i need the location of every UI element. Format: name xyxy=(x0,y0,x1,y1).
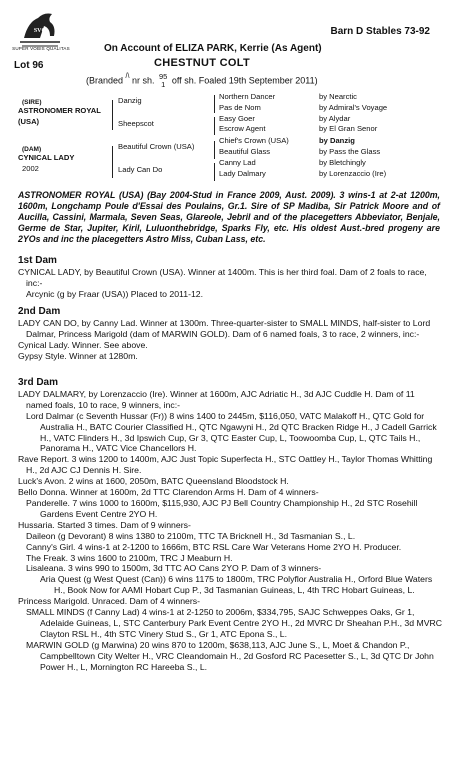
colour-sex: CHESTNUT COLT xyxy=(154,57,250,69)
gen2-3: Beautiful Crown (USA) xyxy=(118,142,195,151)
logo-motto: SUPER VOBIS QUALITAS xyxy=(12,46,70,51)
brand-top: 95 xyxy=(158,72,168,81)
second-dam-line: Cynical Lady. Winner. See above. xyxy=(18,339,148,350)
brand-line xyxy=(86,73,318,89)
gen3-sire: by Bletchingly xyxy=(319,157,366,167)
gen2-1: Danzig xyxy=(118,96,142,105)
brand-mid: nr sh. xyxy=(131,75,155,86)
third-dam-line: Rave Report. 3 wins 1200 to 1400m, AJC Just Topic Superfecta H., STC Oattley H., Taylor Thomas Whitting H., 2d AJC CJ Dennis H. Sire. xyxy=(18,454,433,476)
brand-bottom: 1 xyxy=(161,80,166,89)
second-dam-line: Gypsy Style. Winner at 1280m. xyxy=(18,350,138,361)
gen3-name: Beautiful Glass xyxy=(219,147,271,157)
third-dam-line: The Freak. 3 wins 1600 to 2100m, TRC J Meaburn H. xyxy=(26,552,233,563)
dam-bracket xyxy=(112,146,113,178)
gen3-name: Pas de Nom xyxy=(219,102,261,112)
dam-name: CYNICAL LADY xyxy=(18,153,75,162)
third-dam-line: Hussaria. Started 3 times. Dam of 9 winners- xyxy=(18,519,191,530)
gen3-sire: by Lorenzaccio (Ire) xyxy=(319,168,387,178)
gen3-name: Easy Goer xyxy=(219,113,255,123)
third-dam-line: Lord Dalmar (c Seventh Hussar (Fr)) 8 wins 1400 to 2445m, $116,050, VATC Malakoff H., QTC Gold for Australia H., BATC Courier Classified H., QTC Ngawyni H., 2d QTC Bracken Ridge H., J Cadell Garrick H., VATC Flinders H., 3d Ipswich Cup, Gr 3, QTC Easter Cup, L, Toowoomba Cup, L, QTC Tails H., Panorama H., VATC Vice Chancellors H. xyxy=(26,410,437,454)
sire-name: ASTRONOMER ROYAL xyxy=(18,106,101,115)
gen3-bracket-2 xyxy=(214,117,215,135)
gen3-bracket-3 xyxy=(214,141,215,159)
gen3-name: Canny Lad xyxy=(219,157,256,167)
third-dam-section xyxy=(18,378,443,672)
first-dam-section xyxy=(18,256,443,300)
third-dam-line: MARWIN GOLD (g Marwina) 20 wins 870 to 1200m, $638,113, AJC June S., L, Moet & Chandon P., Campbelltown City Welter H., VRC Cleandomain H., 2d Gosford RC Pacesetter S., L, 3d QTC Dr John Power H., L, Mornington RC Hareeba S., L. xyxy=(26,639,434,672)
third-dam-line: Luck's Avon. 2 wins at 1600, 2050m, BATC Queensland Bloodstock H. xyxy=(18,476,289,487)
gen3-bracket-1 xyxy=(214,95,215,113)
brand-mark: /\ xyxy=(125,73,130,80)
third-dam-line: Princess Marigold. Unraced. Dam of 4 winners- xyxy=(18,596,201,607)
second-dam-line: LADY CAN DO, by Canny Lad. Winner at 1300m. Three-quarter-sister to SMALL MINDS, half-sister to Lord Dalmar, Princess Marigold (dam of MARWIN GOLD). Dam of 6 named foals, 3 to race, 2 winners, inc:- xyxy=(18,317,431,339)
barn-location: Barn D Stables 73-92 xyxy=(330,26,430,37)
first-dam-line: CYNICAL LADY, by Beautiful Crown (USA). Winner at 1400m. This is her third foal. Dam of 2 foals to race, inc:- xyxy=(18,266,427,288)
pedigree-chart xyxy=(0,92,454,188)
gen3-name: Escrow Agent xyxy=(219,124,266,134)
third-dam-line: Daileon (g Devorant) 8 wins 1380 to 2100m, TTC TA Bricknell H., 3d Tasmanian S., L. xyxy=(26,530,356,541)
vendor-account: On Account of ELIZA PARK, Kerrie (As Agent) xyxy=(104,43,322,54)
gen3-list xyxy=(219,92,439,180)
gen3-sire: by Nearctic xyxy=(319,92,357,101)
gen3-bracket-4 xyxy=(214,163,215,181)
gen3-name: Chief's Crown (USA) xyxy=(219,136,289,146)
brand-fraction xyxy=(159,73,167,89)
gen3-sire: by Alydar xyxy=(319,113,351,123)
gen3-name: Northern Dancer xyxy=(219,92,276,101)
gen3-sire: by El Gran Senor xyxy=(319,124,378,134)
third-dam-line: Lisaleana. 3 wins 990 to 1500m, 3d TTC AO Cans 2YO P. Dam of 3 winners- xyxy=(26,563,322,574)
gen2-4: Lady Can Do xyxy=(118,165,163,174)
third-dam-line: Aria Quest (g West Quest (Can)) 6 wins 1175 to 1800m, TRC Polyflor Australia H., Orford Blue Waters H., Book Now for AAMI Hobart Cup P., 3d Tasmanian Guineas, L, 4th TRC Hobart Guineas, L. xyxy=(40,574,433,596)
sire-label: (SIRE) xyxy=(22,99,42,106)
gen3-name: Lady Dalmary xyxy=(219,168,266,178)
gen3-sire: by Pass the Glass xyxy=(319,147,381,157)
lot-number: Lot 96 xyxy=(14,60,44,71)
third-dam-heading: 3rd Dam xyxy=(18,377,59,388)
sire-bracket xyxy=(112,100,113,130)
second-dam-heading: 2nd Dam xyxy=(18,306,61,317)
stud-logo xyxy=(18,8,62,50)
gen2-2: Sheepscot xyxy=(118,119,154,128)
dam-label: (DAM) xyxy=(22,146,42,153)
second-dam-section xyxy=(18,307,443,362)
brand-prefix: (Branded xyxy=(86,75,124,86)
gen3-sire: by Danzig xyxy=(319,136,355,146)
svg-text:SVQ: SVQ xyxy=(33,28,47,34)
dam-year: 2002 xyxy=(22,164,39,173)
brand-suffix: off sh. Foaled 19th September 2011) xyxy=(171,75,318,86)
first-dam-line: Arcynic (g by Fraar (USA)) Placed to 2011-12. xyxy=(26,288,204,299)
sire-country: (USA) xyxy=(18,117,40,126)
third-dam-line: LADY DALMARY, by Lorenzaccio (Ire). Winner at 1600m, AJC Adriatic H., 3d AJC Cuddle H. Dam of 11 named foals, 10 to race, 9 winners, inc:- xyxy=(18,388,415,410)
third-dam-line: Bello Donna. Winner at 1600m, 2d TTC Clarendon Arms H. Dam of 4 winners- xyxy=(18,487,319,498)
third-dam-line: Canny's Girl. 4 wins-1 at 2-1200 to 1666m, BTC RSL Care War Veterans Home 2YO H. Producer. xyxy=(26,541,402,552)
third-dam-line: SMALL MINDS (f Canny Lad) 4 wins-1 at 2-1250 to 2006m, $334,795, SAJC Schweppes Oaks, Gr 1, Adelaide Guineas, L, STC Canterbury Park Event Centre 2YO H., 2d MVRC Dr Sheahan P.H., 3d MVRC Clayton RSL H., 4th STC Vinery Stud S., Gr 1, ATC Epona S., L. xyxy=(26,607,443,639)
gen3-sire: by Admiral's Voyage xyxy=(319,102,388,112)
sire-summary: ASTRONOMER ROYAL (USA) (Bay 2004-Stud in France 2009, Aust. 2009). 3 wins-1 at 2-at 1200m, 1600m, Longchamp Poule d'Essai des Poulains, Gr.1. Sire of SP Madiba, Sir Patrick Moore and of Aucilla, Cassini, Marmala, Seven Seas, Glareole, Jebril and of the placegetters Abbeviator, Benjale, Germe de Star, Jupiter, Kiril, Luluonthebridge, Sparks Fly, etc. His oldest Aust.-bred progeny are 2YOs and inc the placegetters Astro Miss, Cuban Lass, etc. xyxy=(18,190,440,244)
third-dam-line: Panderelle. 7 wins 1000 to 1600m, $115,930, AJC PJ Bell Country Championship H., 2d STC Rosehill Gardens Event Centre 2YO H. xyxy=(26,497,418,519)
first-dam-heading: 1st Dam xyxy=(18,255,57,266)
